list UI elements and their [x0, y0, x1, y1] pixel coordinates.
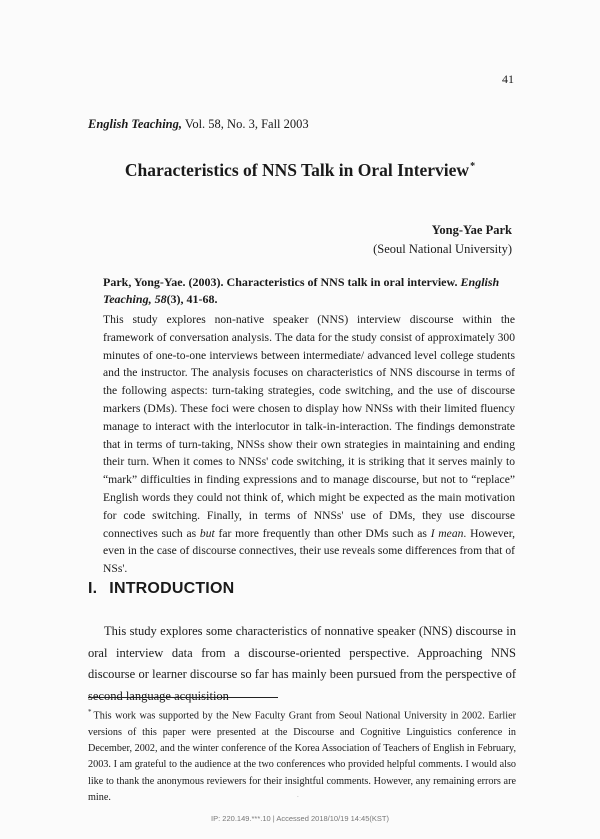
- page-number: 41: [502, 72, 514, 86]
- abstract: [103, 311, 515, 578]
- footnote-text: This work was supported by the New Faculty Grant from Seoul National University in 2002. Earlier versions of this paper were presented at the Discourse and Cognitive Linguistics conference in December, 2002, and the winter conference of the Korea Association of Teachers of English in February, 2003. I am grateful to the audience at the two conferences who provided helpful comments. I would also like to thank the anonymous reviewers for their insightful comments. However, any remaining errors are mine.: [88, 710, 516, 803]
- citation-text: Park, Yong-Yae. (2003). Characteristics of NNS talk in oral interview.: [103, 275, 461, 289]
- footnote: [88, 704, 516, 806]
- paper-title: [0, 160, 600, 181]
- section-heading: [88, 580, 234, 598]
- section-title: INTRODUCTION: [109, 580, 235, 597]
- journal-name: English Teaching,: [88, 117, 183, 131]
- citation: [103, 274, 515, 308]
- citation-journal: English Teaching, 58: [103, 275, 500, 306]
- footnote-marker: *: [88, 708, 92, 716]
- footnote-divider: [88, 697, 278, 698]
- dot-mark: .: [297, 791, 299, 799]
- intro-paragraph: This study explores some characteristics of nonnative speaker (NNS) discourse in oral interview data from a discourse-oriented perspective. Approaching NNS discourse or learner discourse so far has mainly been pursued from the perspective of second language acquisition: [88, 624, 516, 703]
- author-affiliation: (Seoul National University): [373, 242, 512, 256]
- citation-issue-pages: (3), 41-68.: [166, 292, 218, 306]
- paper-title-text: Characteristics of NNS Talk in Oral Interview: [124, 160, 470, 180]
- abstract-emphasis-1: but: [199, 526, 215, 540]
- abstract-part-2: far more frequently than other DMs such as: [214, 526, 431, 540]
- author-name: Yong-Yae Park: [431, 223, 512, 237]
- abstract-part-1: This study explores non-native speaker (NNS) interview discourse within the framework of conversation analysis. The data for the study consist of approximately 300 minutes of one-to-one interviews between intermediate/ advanced level college students and the instructor. The analysis focuses on characteristics of NNS discourse in terms of the following aspects: turn-taking strategies, code switching, and the use of discourse markers (DMs). These foci were chosen to display how NNSs with their limited fluency manage to interact with the interlocutor in talk-in-interaction. The findings demonstrate that in terms of turn-taking, NNSs show their own strategies in maintaining and ending their turn. When it comes to NNSs' code switching, it is striking that it serves mainly to “mark” difficulties in finding expressions and to manage discourse, but not to “replace” English words they could not think of, which might be expected as the main motivation for code switching. Finally, in terms of NNSs' use of DMs, they use discourse connectives such as: [103, 313, 515, 540]
- title-footnote-marker: *: [470, 161, 476, 173]
- access-watermark: IP: 220.149.***.10 | Accessed 2018/10/19 14:45(KST): [211, 814, 389, 823]
- abstract-part-3: . However, even in the case of discourse connectives, their use reveals some differences from that of NSs'.: [103, 526, 515, 576]
- journal-header: [88, 117, 309, 132]
- journal-details: Vol. 58, No. 3, Fall 2003: [182, 117, 309, 131]
- abstract-emphasis-2: I mean: [430, 526, 464, 540]
- section-number: I.: [88, 580, 98, 597]
